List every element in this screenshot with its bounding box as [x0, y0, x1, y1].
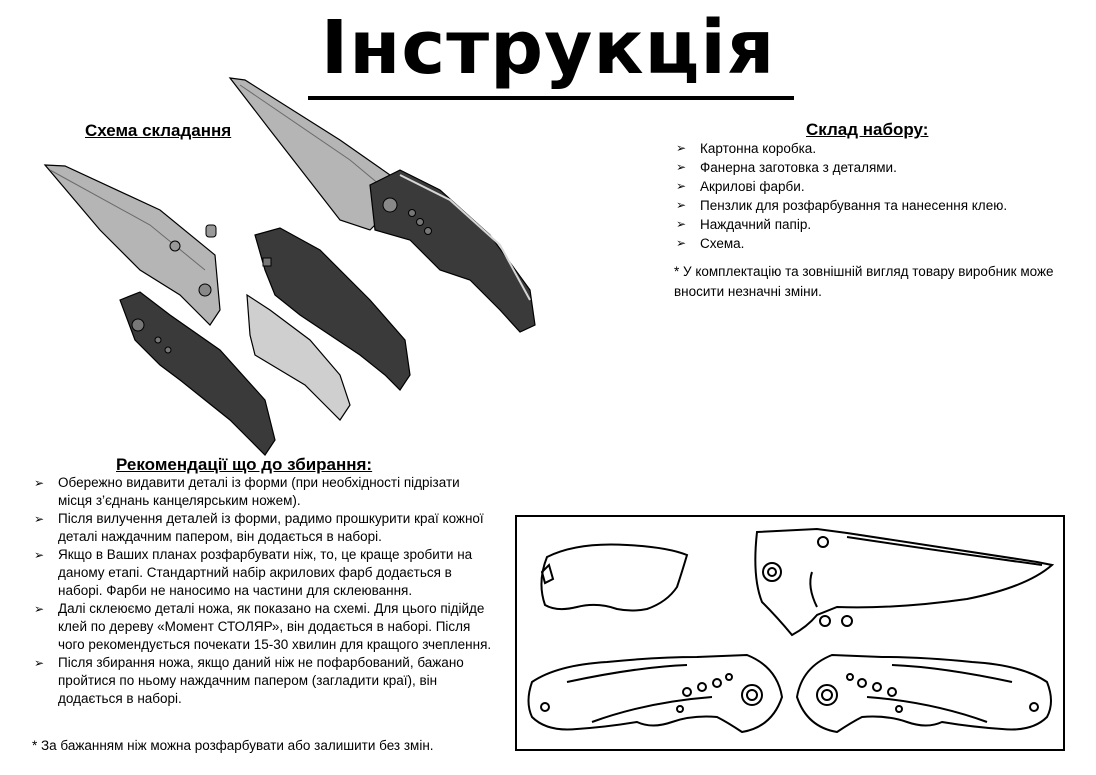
assembly-illustration [40, 70, 540, 460]
list-item: ➢ Акрилові фарби. [676, 179, 805, 194]
list-item: ➢ Якщо в Ваших планах розфарбувати ніж, то, це краще зробити на даному етапі. Стандартний набір акрилових фарб додається в наборі. Фарби не наносимо на частини для склеювання. [34, 547, 473, 598]
list-item: ➢ Картонна коробка. [676, 141, 817, 156]
arrow-bullet-icon: ➢ [34, 476, 45, 490]
list-item: ➢ Далі склеюємо деталі ножа, як показано на схемі. Для цього підійде клей по дереву «Момент СТОЛЯР», він додається в наборі. Після чого рекомендується почекати 15-30 хвилин для кращого зчеплення. [34, 601, 492, 652]
assembled-blade [230, 78, 395, 230]
parts-sheet-drawing [517, 517, 1063, 749]
liner-outline [541, 545, 687, 611]
kit-heading: Склад набору: [806, 120, 929, 139]
page-title: Інструкція [320, 5, 776, 91]
kit-list [674, 139, 1007, 253]
list-item: ➢ Обережно видавити деталі із форми (при необхідності підрізати місця з’єднань канцелярським ножем). [34, 475, 460, 508]
arrow-bullet-icon: ➢ [676, 160, 687, 174]
arrow-bullet-icon: ➢ [676, 217, 687, 231]
arrow-bullet-icon: ➢ [676, 179, 687, 193]
list-item: ➢ Фанерна заготовка з деталями. [676, 160, 897, 175]
arrow-bullet-icon: ➢ [34, 602, 45, 616]
assembly-heading: Схема складання [85, 121, 232, 140]
list-item: ➢ Пензлик для розфарбування та нанесення клею. [676, 198, 1008, 213]
arrow-bullet-icon: ➢ [34, 656, 45, 670]
list-item: ➢ Схема. [676, 236, 745, 251]
arrow-bullet-icon: ➢ [676, 198, 687, 212]
recommendations-heading: Рекомендації що до збирання: [116, 455, 373, 474]
arrow-bullet-icon: ➢ [34, 512, 45, 526]
kit-note: * У комплектацію та зовнішній вигляд товару виробник може вносити незначні зміни. [674, 264, 1054, 299]
arrow-bullet-icon: ➢ [34, 548, 45, 562]
assembled-handle [370, 170, 535, 332]
final-note: * За бажанням ніж можна розфарбувати або залишити без змін. [32, 738, 434, 753]
arrow-bullet-icon: ➢ [676, 141, 687, 155]
list-item: ➢ Після збирання ножа, якщо даний ніж не пофарбований, бажано пройтися по ньому наждачним папером (загладити краї), він додається в наборі. [34, 655, 464, 706]
list-item: ➢ Наждачний папір. [676, 217, 812, 232]
list-item: ➢ Після вилучення деталей із форми, радимо прошкурити краї кожної деталі наждачним папером, він додається в наборі. [34, 511, 484, 544]
recommendations-list [32, 474, 492, 708]
pin-part [206, 225, 216, 237]
arrow-bullet-icon: ➢ [676, 236, 687, 250]
